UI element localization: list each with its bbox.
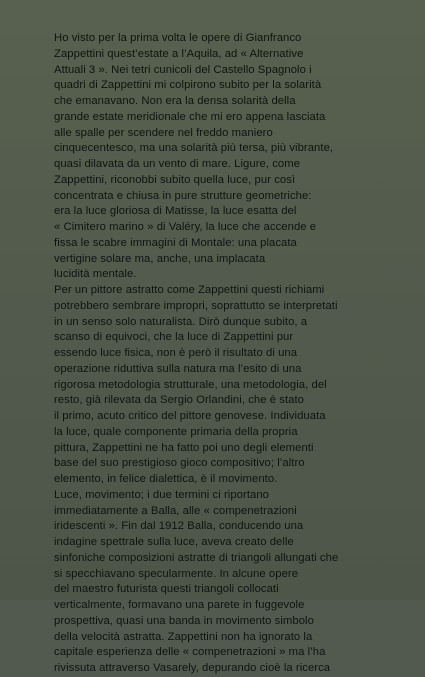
text-line: in un senso solo naturalista. Dirò dunque subito, a	[54, 315, 308, 328]
text-line: sinfoniche composizioni astratte di triangoli allungati che	[54, 551, 339, 564]
text-line: « Cimitero marino » di Valéry, la luce che accende e	[54, 221, 317, 233]
text-line: fissa le scabre immagini di Montale: una placata	[54, 236, 297, 249]
text-line: verticalmente, formavano una parete in fuggevole	[54, 599, 305, 611]
text-line: quasi dilavata da un vento di mare. Ligure, come	[54, 158, 301, 170]
text-line: base del suo prestigioso gioco compositivo; l’altro	[54, 457, 305, 470]
text-line: si specchiavano specularmente. In alcune opere	[54, 567, 299, 580]
text-line: il primo, acuto critico del pittore genovese. Individuata	[54, 410, 326, 422]
text-line: la luce, quale componente primaria della propria	[54, 425, 298, 438]
text-line: rivissuta attraverso Vasarely, depurando cioè la ricerca	[54, 662, 331, 674]
text-line: iridescenti ». Fin dal 1912 Balla, conducendo una	[54, 520, 304, 533]
text-line: grande estate meridionale che mi ero appena lasciata	[54, 110, 326, 123]
text-line: quadri di Zappettini mi colpirono subito per la solarità	[54, 79, 322, 92]
text-line: concentrata e chiusa in pure strutture geometriche:	[54, 189, 312, 202]
text-line: prospettiva, quasi una banda in movimento simbolo	[54, 614, 314, 627]
text-line: immediatamente a Balla, alle « compenetrazioni	[54, 504, 297, 517]
text-line: Zappettini, riconobbi subito quella luce, pur così	[54, 173, 296, 186]
text-line: indagine spettrale sulla luce, aveva creato delle	[54, 536, 294, 548]
body-text	[54, 31, 384, 677]
text-line: del maestro futurista questi triangoli collocati	[54, 583, 279, 596]
text-line: operazione riduttiva sulla natura ma l’esito di una	[54, 362, 302, 375]
text-line: capitale esperienza delle « compenetrazioni » ma l’ha	[54, 646, 326, 659]
text-line: elemento, in felice dialettica, è il movimento.	[54, 473, 278, 485]
text-line: della velocità astratta. Zappettini non ha ignorato la	[54, 630, 313, 643]
text-line: Zappettini quest’estate a l’Aquila, ad « Alternative	[54, 47, 304, 60]
text-line: vertigine solare ma, anche, una implacata	[54, 252, 266, 265]
text-line: resto, già rilevata da Sergio Orlandini, che è stato	[54, 394, 305, 407]
text-line: rigorosa metodologia strutturale, una metodologia, del	[54, 378, 327, 391]
text-line: lucidità mentale.	[54, 268, 137, 281]
text-line: alle spalle per scendere nel freddo maniero	[54, 126, 273, 139]
text-line: cinquecentesco, ma una solarità più tersa, più vibrante,	[54, 142, 334, 155]
text-line: che emanavano. Non era la densa solarità della	[54, 95, 296, 107]
text-line: Luce, movimento; i due termini ci riportano	[54, 488, 270, 501]
text-line: essendo luce fisica, non è però il risultato di una	[54, 347, 298, 359]
text-line: potrebbero sembrare impropri, soprattutto se interpretati	[54, 299, 338, 312]
text-line: era la luce gloriosa di Matisse, la luce esatta del	[54, 205, 297, 218]
text-line: scanso di equivoci, che la luce di Zappettini pur	[54, 331, 294, 344]
text-line: Attuali 3 ». Nei tetri cunicoli del Castello Spagnolo i	[54, 63, 312, 76]
text-line: Ho visto per la prima volta le opere di Gianfranco	[54, 32, 302, 44]
text-line: Per un pittore astratto come Zappettini questi richiami	[54, 284, 325, 296]
text-line: pittura, Zappettini ne ha fatto poi uno degli elementi	[54, 441, 314, 454]
